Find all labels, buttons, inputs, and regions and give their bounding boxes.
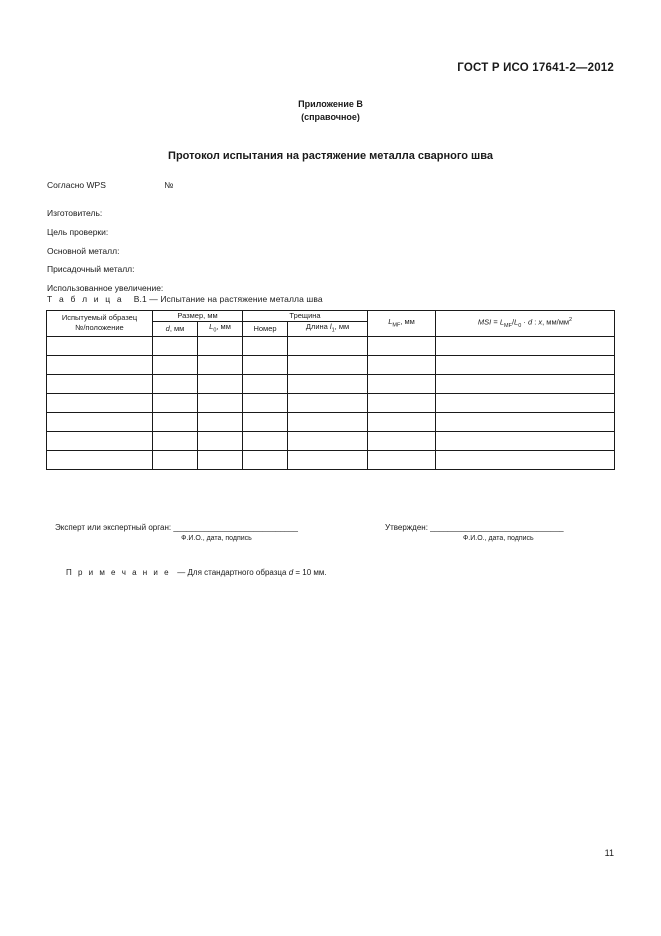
cell[interactable]	[288, 450, 368, 469]
test-results-table	[46, 310, 615, 470]
cell[interactable]	[436, 336, 615, 355]
field-manufacturer: Изготовитель:	[47, 208, 103, 218]
cell[interactable]	[436, 412, 615, 431]
cell[interactable]	[288, 412, 368, 431]
wps-number-label: №	[164, 180, 174, 190]
cell[interactable]	[288, 336, 368, 355]
note-body: — Для стандартного образца d = 10 мм.	[177, 568, 327, 577]
cell[interactable]	[288, 431, 368, 450]
cell[interactable]	[153, 336, 198, 355]
header-size-d: d, мм	[153, 322, 198, 337]
table-body	[47, 336, 615, 469]
table-row[interactable]	[47, 393, 615, 412]
cell[interactable]	[288, 355, 368, 374]
cell[interactable]	[47, 393, 153, 412]
expert-signature-caption: Ф.И.О., дата, подпись	[181, 535, 252, 542]
header-crack-group: Трещина	[243, 311, 368, 322]
standard-designation: ГОСТ Р ИСО 17641-2—2012	[457, 62, 614, 74]
header-size-group: Размер, мм	[153, 311, 243, 322]
fields-list	[47, 204, 163, 298]
approved-signature-caption: Ф.И.О., дата, подпись	[462, 535, 534, 542]
cell[interactable]	[243, 374, 288, 393]
cell[interactable]	[198, 412, 243, 431]
cell[interactable]	[368, 412, 436, 431]
cell[interactable]	[243, 355, 288, 374]
cell[interactable]	[368, 374, 436, 393]
cell[interactable]	[288, 374, 368, 393]
cell[interactable]	[198, 336, 243, 355]
header-msi: MSI = $L_{MF}/L_0 \cdot d$ : x, $мм/мм^2$	[436, 311, 615, 337]
cell[interactable]	[198, 374, 243, 393]
cell[interactable]	[368, 336, 436, 355]
field-base-metal: Основной металл:	[47, 245, 120, 256]
field-purpose: Цель проверки:	[47, 226, 109, 237]
field-magnification: Использованное увеличение:	[47, 283, 164, 294]
table-row[interactable]	[47, 336, 615, 355]
cell[interactable]	[47, 355, 153, 374]
approved-signature-label: Утвержден: ______________________________	[385, 523, 564, 532]
table-caption-rest: В.1 — Испытание на растяжение металла шва	[133, 294, 323, 304]
cell[interactable]	[436, 374, 615, 393]
cell[interactable]	[198, 355, 243, 374]
cell[interactable]	[243, 450, 288, 469]
cell[interactable]	[436, 355, 615, 374]
cell[interactable]	[153, 355, 198, 374]
cell[interactable]	[368, 450, 436, 469]
cell[interactable]	[153, 374, 198, 393]
note-prefix: П р и м е ч а н и е	[66, 568, 171, 577]
note-text	[66, 568, 327, 577]
wps-line	[47, 180, 173, 190]
cell[interactable]	[153, 412, 198, 431]
cell[interactable]	[198, 393, 243, 412]
header-sample: Испытуемый образец №/положение	[47, 311, 153, 337]
cell[interactable]	[47, 450, 153, 469]
cell[interactable]	[288, 393, 368, 412]
table-row[interactable]	[47, 431, 615, 450]
cell[interactable]	[436, 393, 615, 412]
header-lmf: $L_{MF}$, мм	[368, 311, 436, 337]
header-crack-number: Номер	[243, 322, 288, 337]
cell[interactable]	[153, 393, 198, 412]
cell[interactable]	[243, 412, 288, 431]
table-header-row-1	[47, 311, 615, 322]
annex-subtitle: (справочное)	[301, 112, 360, 122]
page-title: Протокол испытания на растяжение металла сварного шва	[168, 150, 493, 162]
cell[interactable]	[198, 450, 243, 469]
cell[interactable]	[47, 336, 153, 355]
annex-heading	[0, 98, 661, 124]
approved-signature-block	[385, 523, 564, 542]
cell[interactable]	[47, 431, 153, 450]
cell[interactable]	[436, 431, 615, 450]
table-row[interactable]	[47, 412, 615, 431]
table-row[interactable]	[47, 450, 615, 469]
header-size-l0: $L_0$, мм	[198, 322, 243, 337]
cell[interactable]	[153, 450, 198, 469]
expert-signature-block	[55, 523, 298, 542]
field-filler-metal: Присадочный металл:	[47, 264, 135, 275]
cell[interactable]	[47, 412, 153, 431]
wps-label: Согласно WPS	[47, 180, 106, 190]
cell[interactable]	[368, 431, 436, 450]
annex-title: Приложение В	[298, 99, 363, 109]
cell[interactable]	[153, 431, 198, 450]
table-row[interactable]	[47, 355, 615, 374]
cell[interactable]	[243, 336, 288, 355]
cell[interactable]	[198, 431, 243, 450]
cell[interactable]	[368, 393, 436, 412]
table-caption	[47, 294, 323, 304]
cell[interactable]	[243, 431, 288, 450]
cell[interactable]	[368, 355, 436, 374]
page-number: 11	[604, 848, 614, 858]
cell[interactable]	[243, 393, 288, 412]
table-caption-prefix: Т а б л и ц а	[47, 294, 124, 304]
table-row[interactable]	[47, 374, 615, 393]
expert-signature-label: Эксперт или экспертный орган: ____________________________	[55, 523, 298, 532]
cell[interactable]	[436, 450, 615, 469]
header-crack-length: Длина $l_1$, мм	[288, 322, 368, 337]
cell[interactable]	[47, 374, 153, 393]
